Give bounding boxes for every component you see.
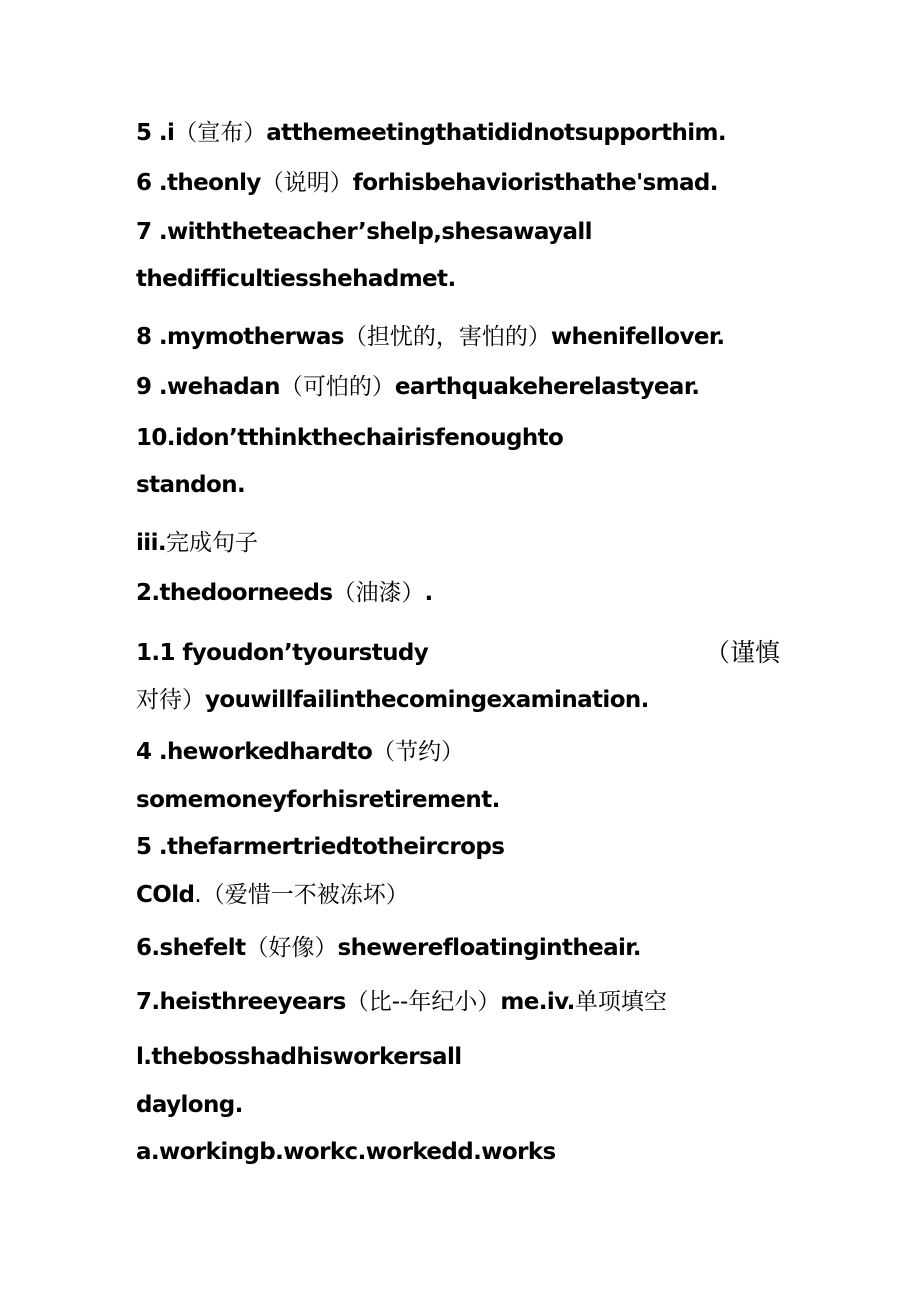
section-iii-heading: iii.完成句子: [136, 530, 258, 556]
sentence-5-announce: 5 .i（宣布）atthemeetingthatididnotsupporthim.: [136, 120, 727, 146]
sentence-6-explanation: 6 .theonly（说明）forhisbehavioristhathe'smad.: [136, 170, 718, 196]
sentence-10-line2: standon.: [136, 472, 246, 498]
completion-1-line1: 1.1 fyoudon’tyourstudy: [136, 640, 429, 666]
completion-4-line1: 4 .heworkedhardto（节约）: [136, 739, 465, 765]
completion-1-line2: 对待）youwillfailinthecomingexamination.: [136, 687, 649, 713]
completion-6-as-if: 6.shefelt（好像）shewerefloatingintheair.: [136, 935, 641, 961]
sentence-7-line1: 7 .withtheteacher’shelp,shesawayall: [136, 219, 592, 245]
completion-2-paint: 2.thedoorneeds（油漆）.: [136, 580, 433, 606]
sentence-10-line1: 10.idon’tthinkthechairisfenoughto: [136, 425, 564, 451]
sentence-9-terrible: 9 .wehadan（可怕的）earthquakeherelastyear.: [136, 374, 700, 400]
choice-1-line2: daylong.: [136, 1092, 243, 1118]
completion-5-line1: 5 .thefarmertriedtotheircrops: [136, 834, 505, 860]
completion-5-line2: COld.（爱惜一不被冻坏）: [136, 882, 409, 908]
completion-4-line2: somemoneyforhisretirement.: [136, 787, 500, 813]
choice-1-options: a.workingb.workc.workedd.works: [136, 1139, 556, 1165]
sentence-7-line2: thedifficultiesshehadmet.: [136, 266, 456, 292]
completion-1-cautious-hint: （谨慎: [705, 638, 781, 667]
choice-1-line1: l.thebosshadhisworkersall: [136, 1044, 462, 1070]
sentence-8-worried: 8 .mymotherwas（担忧的，害怕的）whenifellover.: [136, 324, 725, 350]
completion-7-and-section-iv: 7.heisthreeyears（比--年纪小）me.iv.单项填空: [136, 989, 667, 1015]
